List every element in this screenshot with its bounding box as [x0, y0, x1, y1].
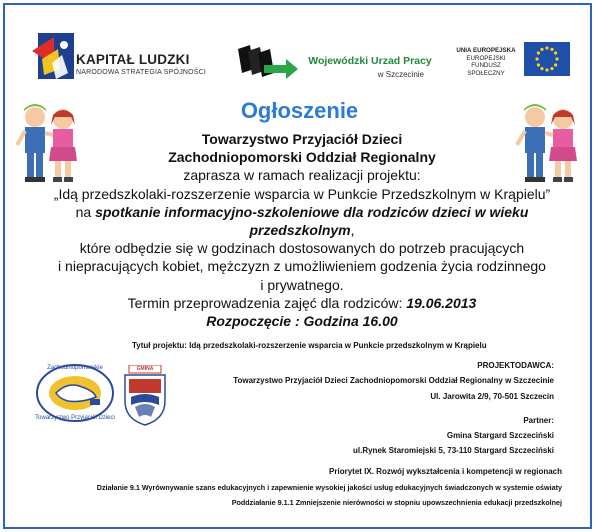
- partner-name: Gmina Stargard Szczeciński: [446, 431, 554, 440]
- notice-frame: [3, 3, 592, 529]
- meeting-date: 19.06.2013: [406, 294, 477, 311]
- tpd-circle-text: Zachodniopomorskie: [47, 365, 103, 371]
- body-line-meeting-emphasis: spotkanie informacyjno-szkoleniowe dla rodziców dzieci w wieku przedszkolnym: [95, 203, 529, 239]
- body-line-meeting-suffix: ,: [350, 222, 355, 239]
- body-line-project: „Idą przedszkolaki-rozszerzenie wsparcia w Punkcie Przedszkolnym w Krąpielu”: [53, 185, 551, 202]
- kapital-ludzki-title: KAPITAŁ LUDZKI: [76, 52, 190, 67]
- notice-body: [32, 130, 572, 330]
- meeting-start-time: Rozpoczęcie : Godzina 16.00: [206, 313, 398, 330]
- gmina-label: GMINA: [136, 366, 154, 372]
- kapital-ludzki-subtitle: NARODOWA STRATEGIA SPÓJNOŚCI: [76, 69, 207, 76]
- partner-label: Partner:: [523, 416, 554, 425]
- body-line-invites: zaprasza w ramach realizacji projektu:: [183, 167, 421, 184]
- tpd-bottom-text: Towarzystwo Przyjaciół Dzieci: [35, 415, 115, 421]
- eu-logo: [452, 38, 572, 82]
- wup-subtitle: w Szczecinie: [377, 70, 424, 79]
- notice-heading: Ogłoszenie: [240, 98, 359, 123]
- kapital-ludzki-logo: [28, 29, 76, 85]
- kapital-ludzki-text: [76, 52, 206, 76]
- wup-logo-icon: [234, 43, 300, 83]
- dzialanie-text: Działanie 9.1 Wyrównywanie szans edukacyjnych i zapewnienie wysokiej jakości usług edukacyjnych świadczonych w systemie oświaty: [96, 483, 562, 492]
- eu-line1: UNIA EUROPEJSKA: [456, 47, 516, 54]
- body-line-private: i prywatnego.: [260, 276, 344, 293]
- body-line-hours: które odbędzie się w godzinach dostosowanych do potrzeb pracujących: [79, 240, 525, 257]
- projektodawca-address: Ul. Jarowita 2/9, 70-501 Szczecin: [430, 392, 554, 401]
- wup-text: [306, 55, 434, 79]
- body-line-date-prefix: Termin przeprowadzenia zajęć dla rodziców:: [127, 294, 407, 311]
- body-line-meeting-prefix: na: [75, 203, 96, 220]
- body-line-audience: i niepracujących kobiet, mężczyzn z umożliwieniem godzenia życia rodzinnego: [58, 258, 546, 275]
- body-line-date: [32, 294, 572, 312]
- eu-logo-text: [452, 47, 520, 77]
- body-line-organization: Towarzystwo Przyjaciół Dzieci: [201, 131, 403, 147]
- priorytet-text: Priorytet IX. Rozwój wykształcenia i kompetencji w regionach: [329, 467, 562, 476]
- projektodawca-name: Towarzystwo Przyjaciół Dzieci Zachodniopomorski Oddział Regionalny w Szczecinie: [233, 376, 554, 385]
- gmina-crest: [121, 365, 169, 427]
- body-line-meeting: [32, 203, 572, 239]
- eu-line2: EUROPEJSKI: [466, 54, 506, 62]
- projektodawca-label: PROJEKTODAWCA:: [477, 361, 554, 370]
- partner-address: ul.Rynek Staromiejski 5, 73-110 Stargard Szczeciński: [353, 446, 554, 455]
- eu-line3: FUNDUSZ SPOŁECZNY: [467, 62, 505, 77]
- body-line-branch: Zachodniopomorski Oddział Regionalny: [168, 149, 436, 166]
- project-title: Tytuł projektu: Idą przedszkolaki-rozszerzenie wsparcia w Punkcie przedszkolnym w Krąpielu: [132, 341, 487, 350]
- poddzialanie-text: Poddziałanie 9.1.1 Zmniejszenie nierówności w stopniu upowszechnienia edukacji przedszkolnej: [231, 498, 562, 507]
- eu-flag-icon: [524, 42, 570, 76]
- wup-title: Wojewódzki Urzad Pracy: [308, 55, 432, 67]
